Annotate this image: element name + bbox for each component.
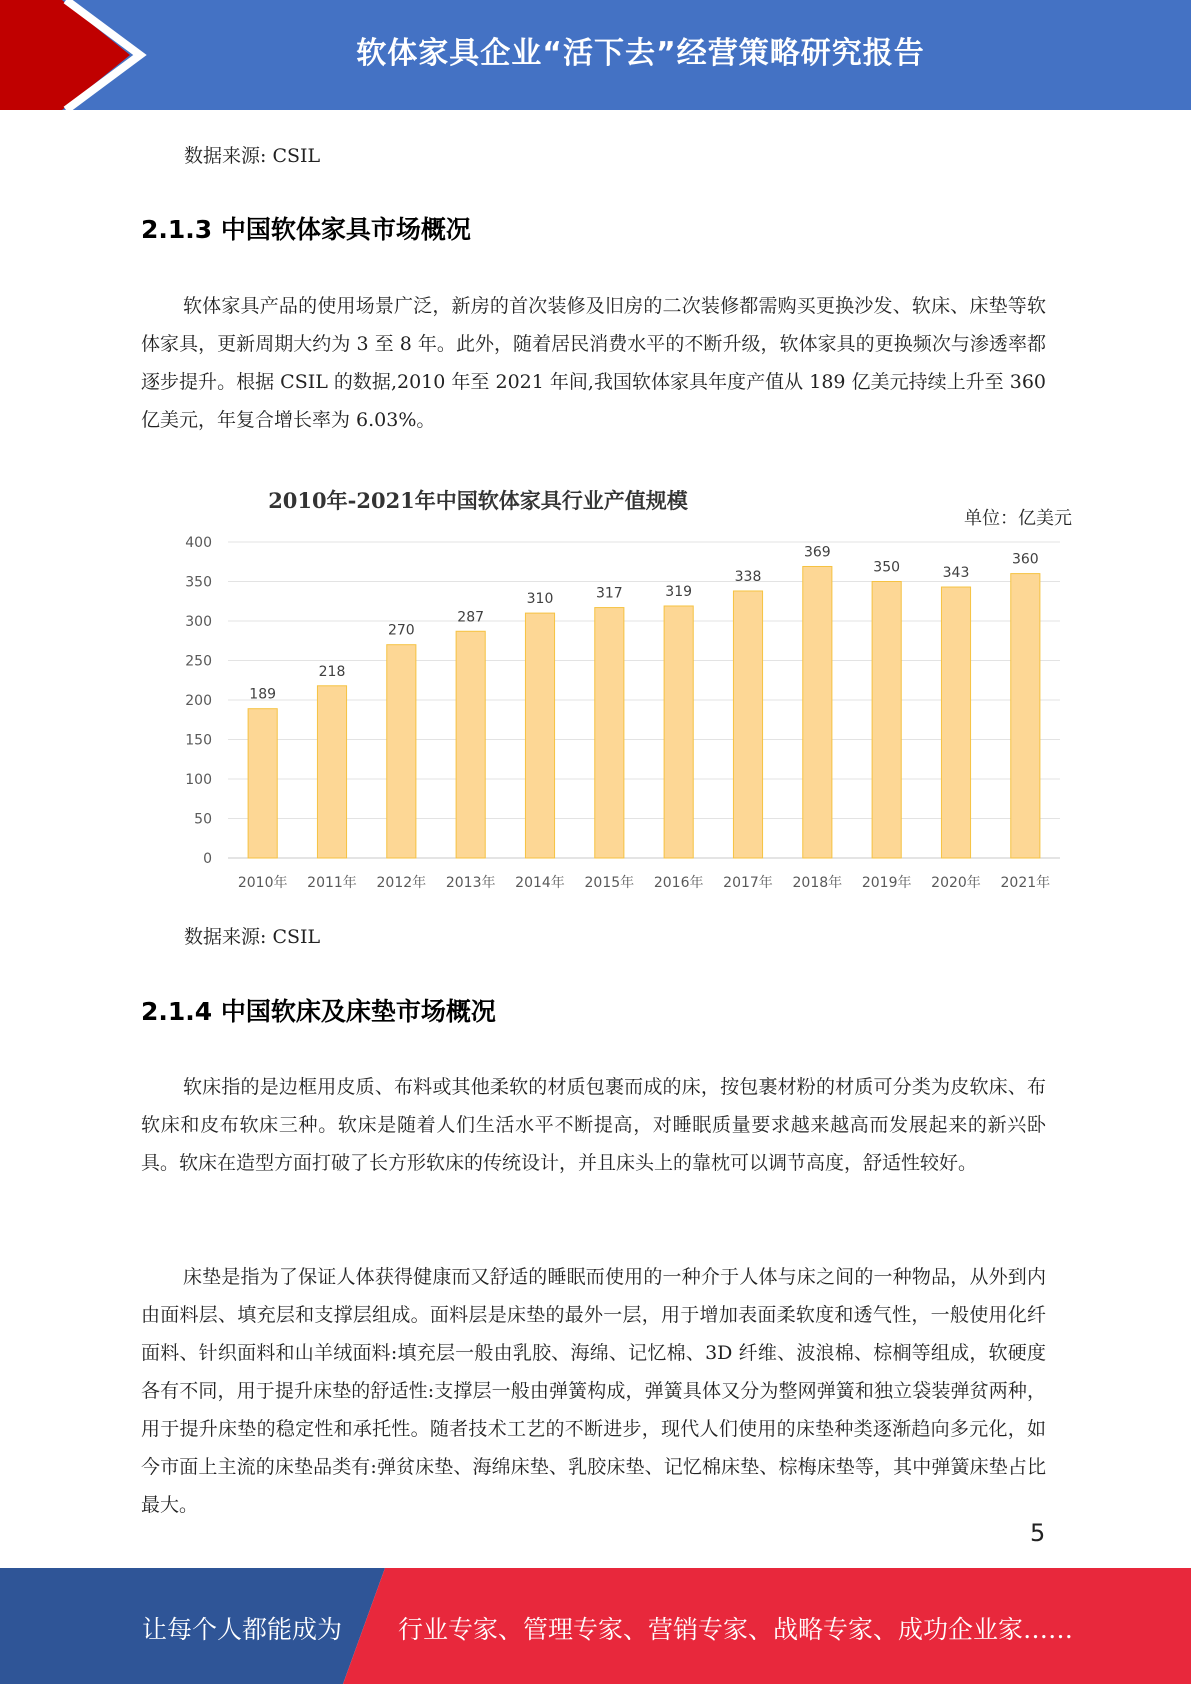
data-label-2021年: 360 (1011, 551, 1039, 568)
data-source-top: 数据来源: CSIL (184, 145, 321, 167)
data-label-2011年: 218 (318, 663, 346, 680)
bar-2020年 (941, 587, 970, 858)
bar-2018年 (803, 566, 832, 858)
x-tick-label-2019年: 2019年 (861, 875, 912, 891)
section-heading-2-1-3: 2.1.3 中国软体家具市场概况 (141, 215, 471, 244)
footer-slogan-left: 让每个人都能成为 (142, 1615, 343, 1644)
x-tick-label-2013年: 2013年 (445, 875, 496, 891)
chart-title: 2010年-2021年中国软体家具行业产值规模 (268, 488, 688, 513)
chart-data-labels (249, 544, 1038, 702)
data-label-2012年: 270 (387, 622, 415, 639)
y-tick-label: 300 (185, 614, 212, 630)
data-label-2014年: 310 (526, 591, 554, 608)
x-tick-label-2017年: 2017年 (723, 875, 773, 891)
x-tick-label-2010年: 2010年 (237, 875, 288, 891)
y-tick-label: 400 (185, 535, 212, 551)
chart-y-axis (185, 535, 212, 867)
x-tick-label-2014年: 2014年 (515, 875, 565, 891)
x-tick-label-2016年: 2016年 (653, 875, 704, 891)
section-2-1-3-paragraph: 软体家具产品的使用场景广泛，新房的首次装修及旧房的二次装修都需购买更换沙发、软床、床垫等软体家具，更新周期大约为 3 至 8 年。此外，随着居民消费水平的不断升级，软体家具的更换频次与渗透率都逐步提升。根据 CSIL 的数据,2010 年至 2021 年间,我国软体家具年度产值从 189 亿美元持续上升至 360 亿美元，年复合增长率为 6.03%。 (141, 295, 1046, 431)
y-tick-label: 350 (185, 574, 212, 591)
data-label-2017年: 338 (734, 568, 762, 585)
bar-chart (180, 478, 1080, 898)
chart-x-axis (238, 874, 1050, 891)
x-tick-label-2015年: 2015年 (584, 875, 635, 891)
footer-slogan-right: 行业专家、管理专家、营销专家、战略专家、成功企业家…… (398, 1615, 1074, 1644)
y-tick-label: 250 (185, 653, 212, 670)
data-label-2019年: 350 (873, 559, 901, 576)
bar-2017年 (733, 591, 762, 858)
section-2-1-4-paragraph-2: 床垫是指为了保证人体获得健康而又舒适的睡眠而使用的一种介于人体与床之间的一种物品，从外到内由面料层、填充层和支撑层组成。面料层是床垫的最外一层，用于增加表面柔软度和透气性，一般使用化纤面料、针织面料和山羊绒面料:填充层一般由乳胶、海绵、记忆棉、3D 纤维、波浪棉、棕榈等组成，软硬度各有不同，用于提升床垫的舒适性:支撑层一般由弹簧构成，弹簧具体又分为整网弹簧和独立袋装弹贫两种，用于提升床垫的稳定性和承托性。随者技术工艺的不断进步，现代人们使用的床垫种类逐渐趋向多元化，如今市面上主流的床垫品类有:弹贫床垫、海绵床垫、乳胶床垫、记忆棉床垫、棕梅床垫等，其中弹簧床垫占比最大。 (141, 1266, 1046, 1516)
x-tick-label-2011年: 2011年 (307, 875, 357, 891)
bar-2010年 (248, 709, 277, 858)
x-tick-label-2018年: 2018年 (792, 875, 843, 891)
page-header (0, 0, 1191, 110)
y-tick-label: 200 (185, 693, 212, 709)
section-heading-2-1-4: 2.1.4 中国软床及床垫市场概况 (141, 997, 496, 1026)
chart-gridlines (228, 542, 1060, 858)
report-title: 软体家具企业“活下去”经营策略研究报告 (356, 36, 925, 71)
x-tick-label-2012年: 2012年 (376, 875, 427, 891)
section-2-1-4-paragraph-1: 软床指的是边框用皮质、布料或其他柔软的材质包裹而成的床，按包裹材粉的材质可分类为皮软床、布软床和皮布软床三种。软床是随着人们生活水平不断提高，对睡眠质量要求越来越高而发展起来的新兴卧具。软床在造型方面打破了长方形软床的传统设计，并且床头上的靠枕可以调节高度，舒适性较好。 (141, 1076, 1046, 1174)
bar-2019年 (872, 582, 901, 859)
y-tick-label: 100 (185, 772, 212, 788)
data-label-2018年: 369 (803, 544, 831, 561)
data-label-2013年: 287 (457, 609, 485, 626)
x-tick-label-2020年: 2020年 (931, 875, 981, 891)
data-label-2020年: 343 (942, 565, 970, 582)
page-footer (0, 1568, 1191, 1684)
data-label-2010年: 189 (249, 686, 277, 703)
y-tick-label: 150 (185, 732, 212, 749)
chart-bars (248, 566, 1040, 858)
bar-2014年 (525, 613, 554, 858)
bar-2011年 (317, 686, 346, 858)
page-number: 5 (1030, 1519, 1046, 1547)
data-label-2015年: 317 (595, 585, 623, 602)
data-label-2016年: 319 (665, 583, 693, 600)
bar-2015年 (595, 608, 624, 858)
bar-chart-svg (180, 478, 1080, 898)
data-source-bottom: 数据来源: CSIL (184, 926, 321, 948)
y-tick-label: 50 (194, 811, 212, 828)
y-tick-label: 0 (203, 851, 212, 867)
chart-unit-label: 单位：亿美元 (964, 508, 1072, 529)
bar-2016年 (664, 606, 693, 858)
bar-2012年 (387, 645, 416, 858)
bar-2013年 (456, 631, 485, 858)
x-tick-label-2021年: 2021年 (1000, 875, 1051, 891)
bar-2021年 (1011, 574, 1040, 858)
